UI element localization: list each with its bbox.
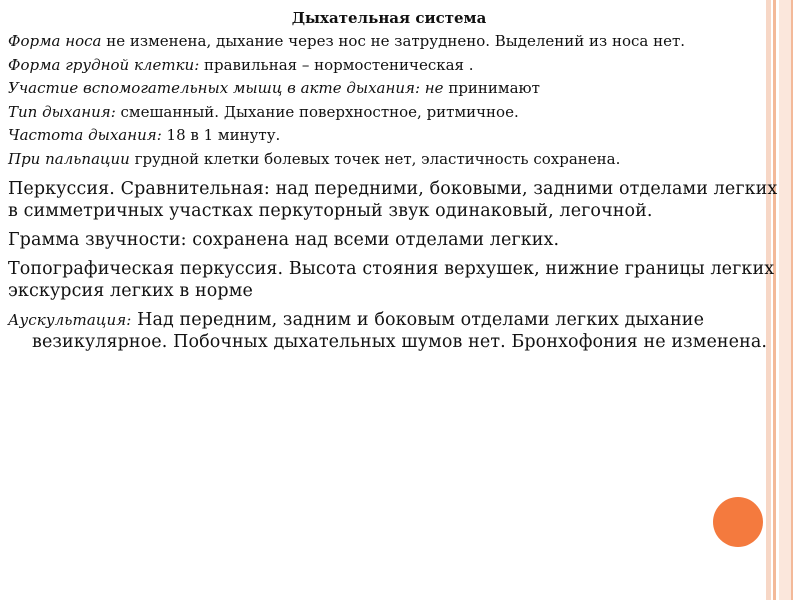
- exam-line-label: Тип дыхания:: [8, 102, 116, 121]
- exam-line-label: Частота дыхания:: [8, 126, 162, 144]
- auscultation-text: Над передним, задним и боковым отделами легких дыхание везикулярное. Побочных дыхательных шумов нет. Бронхофония не изменена.: [32, 310, 768, 352]
- exam-line-label: Форма носа: [8, 32, 102, 50]
- exam-line-text: грудной клетки болевых точек нет, эластичность сохранена.: [129, 149, 621, 168]
- paragraph-percussion: Перкуссия. Сравнительная: над передними, боковыми, задними отделами легких в симметричных участках перкуторный звук одинаковый, легочной.: [8, 179, 778, 221]
- exam-line-label: При пальпации: [8, 149, 130, 168]
- exam-line-text: правильная – нормостеническая .: [199, 55, 474, 74]
- exam-line-palpation: [8, 148, 790, 172]
- exam-line-text: не изменена, дыхание через нос не затруднено. Выделений из носа нет.: [101, 32, 686, 50]
- exam-line-nose: [8, 30, 790, 54]
- exam-line-chest-shape: [8, 54, 790, 78]
- slide-content: [8, 8, 790, 353]
- exam-line-text: принимают: [443, 79, 540, 97]
- exam-line-breathing-type: [8, 101, 790, 125]
- exam-line-label: Участие вспомогательных мышц в акте дыхания: не: [8, 79, 444, 97]
- exam-line-text: 18 в 1 минуту.: [161, 126, 281, 144]
- auscultation-label: Аускультация:: [8, 311, 132, 329]
- exam-line-breathing-rate: [8, 124, 790, 148]
- exam-line-label: Форма грудной клетки:: [8, 55, 200, 74]
- border-stripe-gap: [793, 0, 800, 600]
- slide-title: Дыхательная система: [291, 9, 487, 27]
- exam-line-accessory-muscles: [8, 77, 790, 101]
- paragraph-gramma: Грамма звучности: сохранена над всеми отделами легких.: [8, 230, 560, 250]
- paragraph-auscultation: [8, 309, 790, 353]
- decorative-circle: [713, 497, 763, 547]
- paragraph-topographic: Топографическая перкуссия. Высота стояния верхушек, нижние границы легких экскурсия легких в норме: [8, 259, 775, 301]
- exam-line-text: смешанный. Дыхание поверхностное, ритмичное.: [115, 102, 519, 121]
